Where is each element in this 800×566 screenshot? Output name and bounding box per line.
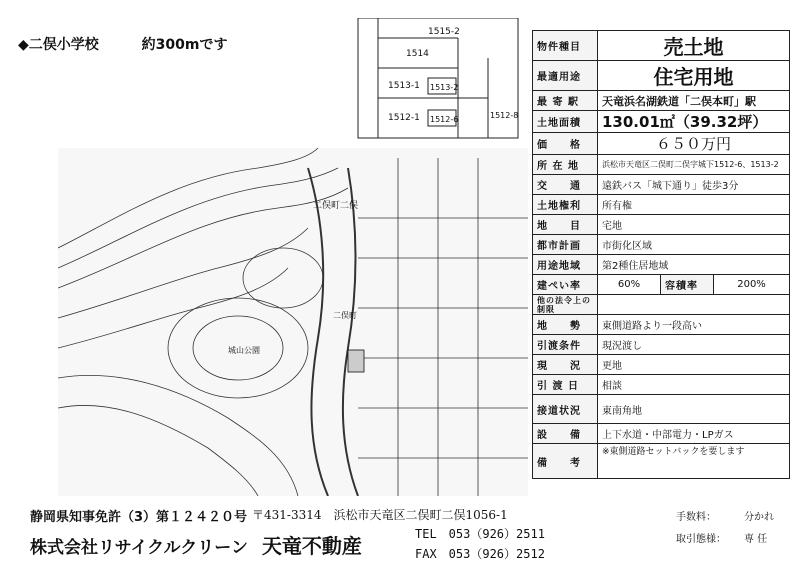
spec-key: 所 在 地 [533, 155, 598, 175]
area-label: 城山公園 [228, 346, 260, 355]
spec-value: 天竜浜名湖鉄道「二俣本町」駅 [598, 91, 790, 111]
fee-value: 分かれ [744, 512, 774, 523]
spec-key: 物件種目 [533, 31, 598, 61]
spec-value: ※東側道路セットバックを要します [598, 444, 790, 479]
spec-row [533, 195, 790, 215]
spec-key: 容積率 [661, 275, 714, 295]
school-name: ◆二俣小学校 [18, 37, 99, 53]
topographic-map [58, 148, 528, 496]
spec-value: 東側道路より一段高い [598, 315, 790, 335]
spec-row [533, 133, 790, 155]
spec-key: 最 寄 駅 [533, 91, 598, 111]
spec-row [533, 61, 790, 91]
spec-value: 更地 [598, 355, 790, 375]
spec-value: 所有権 [598, 195, 790, 215]
spec-value: 相談 [598, 375, 790, 395]
license-number: 静岡県知事免許（3）第１２４２０号 [30, 510, 248, 525]
property-spec-table [532, 30, 790, 479]
spec-value [598, 295, 790, 315]
spec-value: 遠鉄バス「城下通り」徒歩3分 [598, 175, 790, 195]
spec-key: 都市計画 [533, 235, 598, 255]
trade-label: 取引態様： [676, 534, 726, 545]
area-label: 二俣町二俣 [313, 201, 359, 211]
spec-key: 地 目 [533, 215, 598, 235]
spec-row [533, 111, 790, 133]
company-address: 〒431-3314 浜松市天竜区二俣町二俣1056-1 [252, 508, 508, 522]
spec-key: 接道状況 [533, 395, 598, 424]
fee-label: 手数料： [676, 512, 716, 523]
spec-row [533, 424, 790, 444]
spec-value: 現況渡し [598, 335, 790, 355]
spec-row [533, 215, 790, 235]
lot-label: 1515-2 [428, 27, 460, 37]
spec-key: 土地権利 [533, 195, 598, 215]
location-map [58, 18, 528, 496]
lot-label: 1514 [406, 49, 429, 59]
spec-row [533, 275, 790, 295]
lot-label: 1512-1 [388, 113, 420, 123]
company-prefix: 株式会社リサイクルクリーン [30, 538, 248, 558]
spec-key: 引渡条件 [533, 335, 598, 355]
price-value: ６５０万円 [598, 133, 790, 155]
spec-row [533, 31, 790, 61]
trade-value: 専 任 [744, 534, 768, 545]
spec-key: 備 考 [533, 444, 598, 479]
spec-value: 売土地 [598, 31, 790, 61]
spec-key: 他の法令上の制限 [533, 295, 598, 315]
spec-value: 200% [714, 275, 790, 295]
company-fax: FAX 053（926）2512 [415, 547, 545, 561]
spec-row [533, 444, 790, 479]
spec-key: 地 勢 [533, 315, 598, 335]
spec-value: 宅地 [598, 215, 790, 235]
spec-key: 価 格 [533, 133, 598, 155]
spec-value: 130.01㎡（39.32坪） [598, 111, 790, 133]
spec-row [533, 315, 790, 335]
spec-key: 現 況 [533, 355, 598, 375]
spec-row [533, 255, 790, 275]
spec-row [533, 375, 790, 395]
school-distance: 約300mです [141, 37, 228, 53]
spec-key: 土地面積 [533, 111, 598, 133]
spec-value: 市街化区域 [598, 235, 790, 255]
spec-value: 住宅用地 [598, 61, 790, 91]
spec-key: 最適用途 [533, 61, 598, 91]
spec-value: 東南角地 [598, 395, 790, 424]
spec-row [533, 355, 790, 375]
lot-label: 1512-6 [430, 115, 459, 124]
lot-label: 1512-8 [490, 111, 519, 120]
company-name [30, 530, 362, 559]
company-tel: TEL 053（926）2511 [415, 527, 545, 541]
area-label: 二俣町 [333, 311, 357, 320]
spec-row [533, 235, 790, 255]
lot-label: 1513-1 [388, 81, 420, 91]
spec-value: 第2種住居地域 [598, 255, 790, 275]
spec-row [533, 335, 790, 355]
spec-key: 用途地域 [533, 255, 598, 275]
spec-value: 浜松市天竜区二俣町二俣字城下1512-6、1513-2 [598, 155, 790, 175]
spec-row [533, 155, 790, 175]
spec-key: 引 渡 日 [533, 375, 598, 395]
spec-row [533, 175, 790, 195]
spec-row [533, 295, 790, 315]
spec-key: 設 備 [533, 424, 598, 444]
lot-label: 1513-2 [430, 83, 459, 92]
spec-value: 60% [598, 275, 661, 295]
company-brand: 天竜不動産 [261, 534, 362, 558]
spec-key: 建ぺい率 [533, 275, 598, 295]
spec-row [533, 91, 790, 111]
spec-row [533, 395, 790, 424]
spec-value: 上下水道・中部電力・LPガス [598, 424, 790, 444]
spec-key: 交 通 [533, 175, 598, 195]
